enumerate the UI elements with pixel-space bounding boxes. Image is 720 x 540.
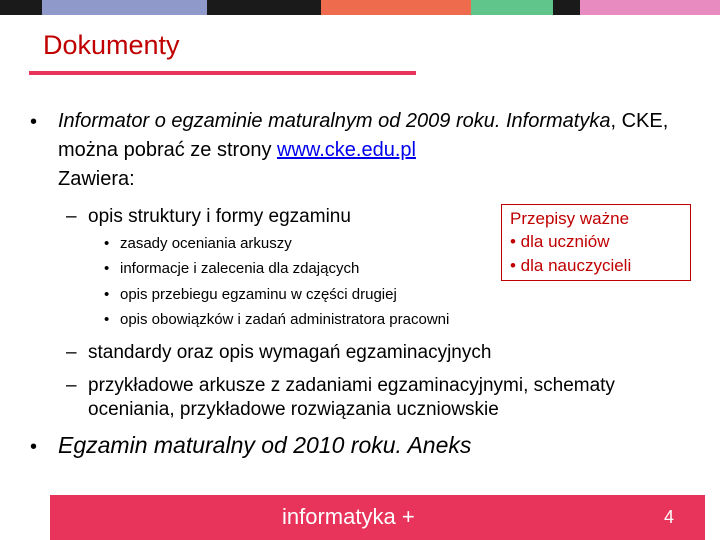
callout-item-1: • dla uczniów [510,232,610,251]
dash-3-line-2: oceniania, przykładowe rozwiązania uczniowskie [88,399,499,420]
bullet-2-text: Egzamin maturalny od 2010 roku. Aneks [58,432,472,458]
callout-box [501,204,691,281]
bullet-icon: • [30,111,38,133]
bullet-1-text [58,107,708,194]
top-bar-segment [207,0,321,15]
top-color-bar [0,0,720,15]
top-bar-segment [0,0,42,15]
page-number: 4 [664,507,675,527]
top-bar-segment [553,0,580,15]
top-bar-segment [580,0,720,15]
cke-link[interactable]: www.cke.edu.pl [277,139,416,161]
sub-item-4: opis obowiązków i zadań administratora pracowni [120,311,450,328]
bullet-1-part2: Informatyka [506,110,611,132]
top-bar-segment [321,0,471,15]
sub-item-3: opis przebiegu egzaminu w części drugiej [120,286,397,303]
dash-icon: – [66,342,77,363]
dash-3-line-1: przykładowe arkusze z zadaniami egzaminacyjnymi, schematy [88,375,615,396]
bullet-icon: • [30,436,38,458]
title-underline [29,71,416,75]
footer-accent-band [50,495,705,540]
sub-bullet-icon: • [104,260,110,277]
dash-2-text: standardy oraz opis wymagań egzaminacyjnych [88,342,492,363]
bullet-1-part1: Informator o egzaminie maturalnym od 2009 roku. [58,110,506,132]
sub-item-2: informacje i zalecenia dla zdających [120,260,360,277]
bullet-1-part4: Zawiera: [58,168,135,190]
dash-icon: – [66,375,77,396]
top-bar-segment [471,0,553,15]
slide-title: Dokumenty [43,30,180,60]
callout-item-2: • dla nauczycieli [510,256,632,275]
dash-icon: – [66,206,77,227]
footer-label: informatyka + [282,504,415,529]
sub-bullet-icon: • [104,311,110,328]
footer-bar [0,495,720,540]
sub-item-1: zasady oceniania arkuszy [120,235,292,252]
dash-1-text: opis struktury i formy egzaminu [88,206,351,227]
sub-bullet-icon: • [104,286,110,303]
bullet-1-part3: , CKE, można pobrać ze strony [58,110,669,161]
footer-right-gap [705,495,720,540]
top-bar-segment [42,0,207,15]
callout-heading: Przepisy ważne [510,209,630,228]
sub-bullet-icon: • [104,235,110,252]
footer-left-gap [0,495,50,540]
